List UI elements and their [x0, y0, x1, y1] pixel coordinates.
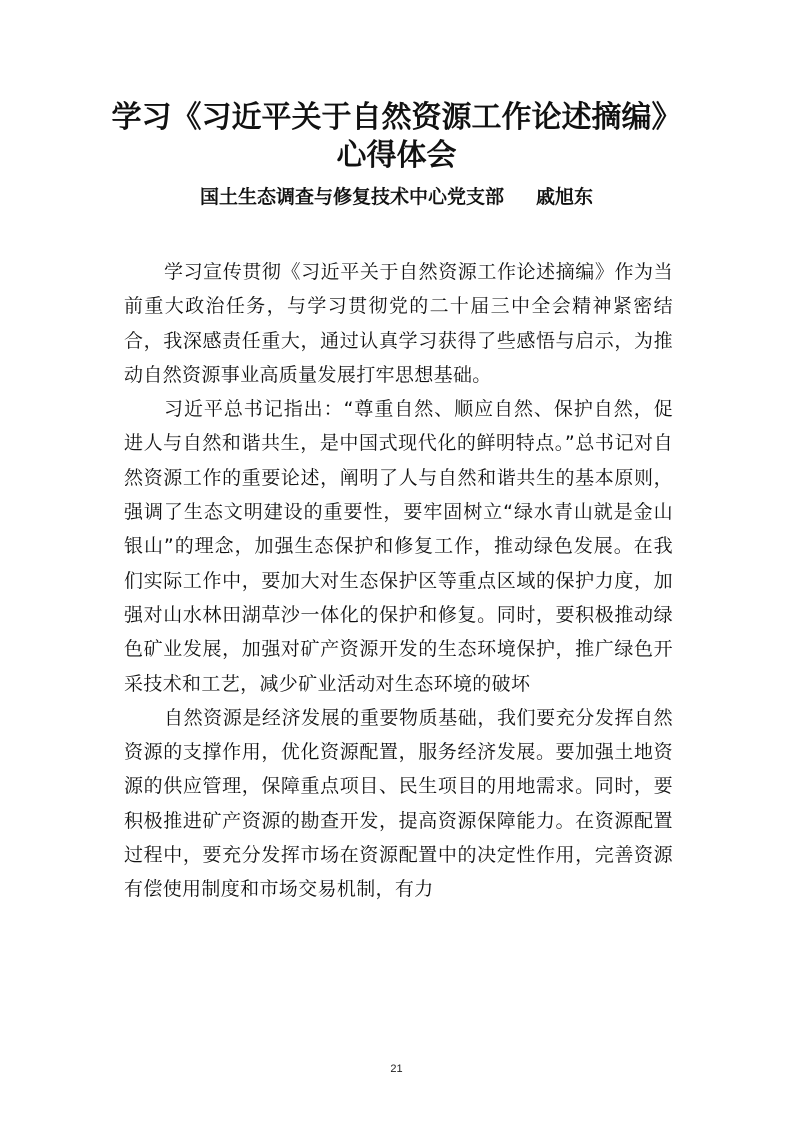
- body-paragraph: 自然资源是经济发展的重要物质基础，我们要充分发挥自然资源的支撑作用，优化资源配置，服务经济发展。要加强土地资源的供应管理，保障重点项目、民生项目的用地需求。同时，要积极推进矿产资源的勘查开发，提高资源保障能力。在资源配置过程中，要充分发挥市场在资源配置中的决定性作用，完善资源有偿使用制度和市场交易机制，有力: [124, 706, 673, 901]
- document-body: [124, 255, 673, 907]
- byline: [0, 183, 793, 211]
- page-number: 21: [390, 1063, 403, 1075]
- document-title-line-1: 学习《习近平关于自然资源工作论述摘编》: [111, 100, 682, 135]
- body-paragraph: 习近平总书记指出：“尊重自然、顺应自然、保护自然，促进人与自然和谐共生，是中国式现代化的鲜明特点。”总书记对自然资源工作的重要论述，阐明了人与自然和谐共生的基本原则，强调了生态文明建设的重要性，要牢固树立“绿水青山就是金山银山”的理念，加强生态保护和修复工作，推动绿色发展。在我们实际工作中，要加大对生态保护区等重点区域的保护力度，加强对山水林田湖草沙一体化的保护和修复。同时，要积极推动绿色矿业发展，加强对矿产资源开发的生态环境保护，推广绿色开采技术和工艺，减少矿业活动对生态环境的破坏: [124, 398, 673, 695]
- author-name: 戚旭东: [536, 186, 594, 208]
- document-title-line-2: 心得体会: [336, 138, 457, 173]
- organization-name: 国土生态调查与修复技术中心党支部: [199, 186, 504, 208]
- body-paragraph: 学习宣传贯彻《习近平关于自然资源工作论述摘编》作为当前重大政治任务，与学习贯彻党的二十届三中全会精神紧密结合，我深感责任重大，通过认真学习获得了些感悟与启示，为推动自然资源事业高质量发展打牢思想基础。: [124, 261, 673, 386]
